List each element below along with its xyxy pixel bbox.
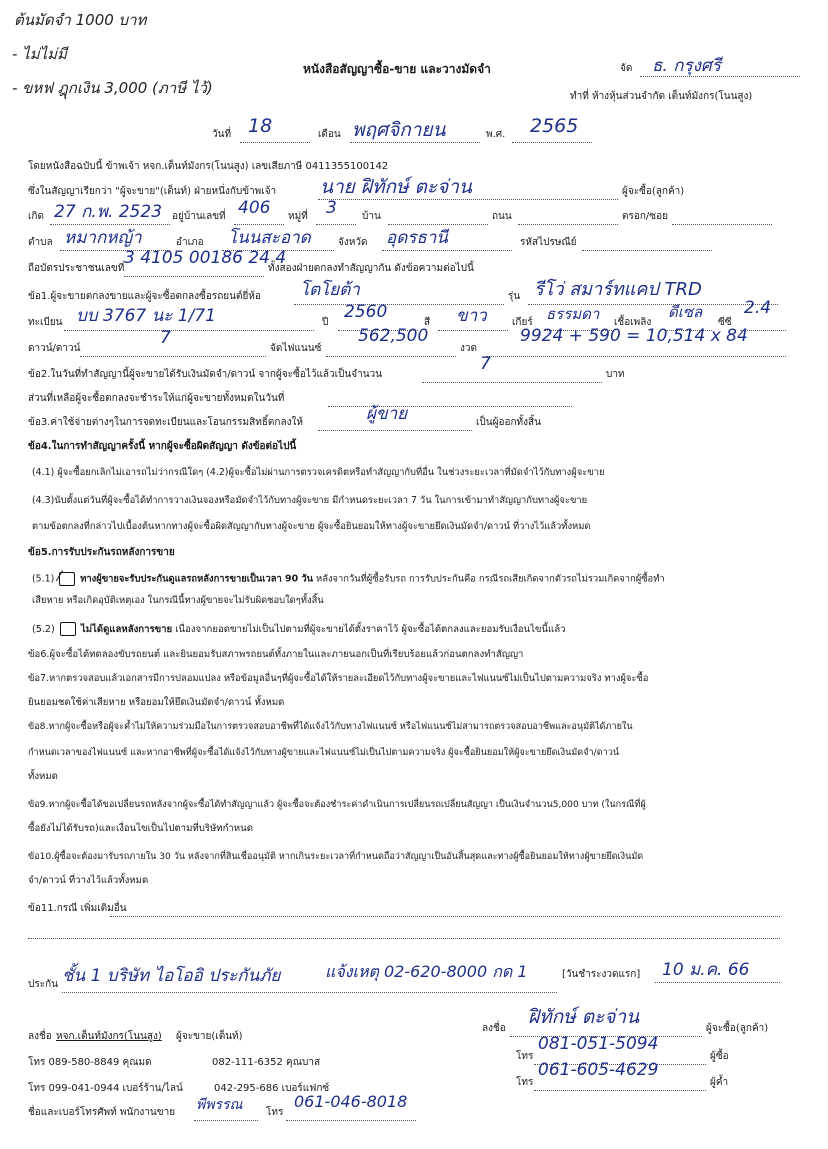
plate-line [64, 330, 314, 331]
insurance-label: ประกัน [28, 979, 58, 990]
clause5-heading: ข้อ5.การรับประกันรถหลังการขาย [28, 547, 175, 558]
clause2-rest: ส่วนที่เหลือผู้จะซื้อตกลงจะชำระให้แก่ผู้จะขายทั้งหมดในวันที่ [28, 393, 285, 404]
contact-row1-left: โทร 089-580-8849 คุณมด [28, 1057, 152, 1068]
year-label: พ.ศ. [486, 129, 506, 140]
place-value: ธ. กรุงศรี [652, 56, 721, 76]
clause2-baht: บาท [606, 369, 625, 380]
clause5-1-checkbox[interactable] [58, 569, 75, 586]
zip-line [582, 250, 712, 251]
road-line [518, 224, 618, 225]
clause5-1-b: เสียหาย หรือเกิดอุบัติเหตุเอง ในกรณีนี้ทางผู้ขายจะไม่รับผิดชอบใดๆทั้งสิ้น [32, 595, 324, 606]
buyer-tel-role: ผู้ซื้อ [710, 1051, 729, 1062]
buyer-name: นาย ฝิทักษ์ ตะจ่าน [320, 176, 472, 198]
finance-line [326, 356, 456, 357]
clause7-b: ยินยอมชดใช้ค่าเสียหาย หรือยอมให้ยึดเงินมัดจำ/ดาวน์ ทั้งหมด [28, 697, 285, 708]
margin-note-2: - ไม่ไม่มี [12, 45, 67, 63]
clause3-text: ข้อ3.ค่าใช้จ่ายต่างๆในการจดทะเบียนและโอนกรรมสิทธิ์ตกลงให้ [28, 417, 303, 428]
village-label: บ้าน [362, 211, 381, 222]
clause3-party: ผู้ขาย [366, 404, 408, 424]
document-title: หนังสือสัญญาซื้อ-ขาย และวางมัดจำ [303, 62, 491, 76]
clause2-text: ข้อ2.ในวันที่ทำสัญญานี้ผู้จะขายได้รับเงินมัดจำ/ดาวน์ จากผู้จะซื้อไว้แล้วเป็นจำนวน [28, 369, 383, 380]
sales-name: พีพรรณ [196, 1097, 243, 1113]
office-line: ทำที่ ห้างหุ้นส่วนจำกัด เต็นท์มังกร(โนนสูง) [570, 91, 753, 102]
insurance-line [62, 992, 557, 993]
checkmark-icon: ⁄ [58, 569, 61, 585]
model-label: รุ่น [508, 291, 521, 302]
clause4-3b: ตามข้อตกลงที่กล่าวไปเบื้องต้นหากทางผู้จะซื้อผิดสัญญากับทางผู้จะขาย ผู้จะซื้อยินยอมให้ทางผู้จะขายยึดเงินมัดจำ/ดาวน์ ที่วางไว้แล้วทั้งหมด [32, 521, 591, 532]
clause11: ข้อ11.กรณี เพิ่มเติมอื่น [28, 903, 127, 914]
buyer-role: ผู้จะซื้อ(ลูกค้า) [706, 1023, 769, 1034]
id-value: 3 4105 00186 24 4 [124, 248, 287, 268]
clause5-1-bold: ทางผู้ขายจะรับประกันดูแลรถหลังการขายเป็นเวลา 90 วัน [80, 573, 314, 585]
installment-line [486, 356, 786, 357]
moo-line [316, 224, 356, 225]
month-value: พฤศจิกายน [352, 119, 446, 141]
fuel-label: เชื้อเพลิง [614, 317, 652, 328]
sales-tel-line [286, 1120, 416, 1121]
id-line [124, 276, 264, 277]
clause5-1-number: (5.1) [32, 573, 55, 585]
buyer-sign-label: ลงชื่อ [482, 1023, 506, 1034]
margin-note-3: - ขหฟ ฎุกเงิน 3,000 (ภาษี ไว้) [12, 79, 213, 97]
clause10-b: จำ/ดาวน์ ที่วางไว้แล้วทั้งหมด [28, 875, 149, 886]
sales-tel: 061-046-8018 [294, 1092, 408, 1111]
car-plate: บบ 3767 นะ 1/71 [76, 306, 216, 326]
margin-note-1: ต้นมัดจำ 1000 บาท [14, 11, 147, 29]
clause2-amount-line [422, 382, 602, 383]
installment-label: งวด [460, 343, 477, 354]
moo-label: หมู่ที่ [288, 211, 308, 222]
day-line [240, 142, 310, 143]
insurance-value: ชั้น 1 บริษัท ไอโออิ ประกันภัย [62, 966, 281, 986]
province-label: จังหวัด [338, 237, 368, 248]
insurance-phone: แจ้งเหตุ 02-620-8000 กด 1 [325, 962, 528, 981]
tambon-value: หมากหญ้า [64, 228, 142, 248]
guarantor-tel-label: โทร [516, 1077, 534, 1088]
gear-label: เกียร์ [512, 317, 533, 328]
renew-label: [วันชำระงวดแรก] [562, 969, 641, 980]
sales-label: ชื่อและเบอร์โทรศัพท์ พนักงานขาย [28, 1107, 176, 1118]
zip-label: รหัสไปรษณีย์ [520, 237, 577, 248]
car-gear: ธรรมดา [546, 305, 600, 323]
clause4-3a: (4.3)นับตั้งแต่วันที่ผู้จะซื้อได้ทำการวางเงินจองหรือมัดจำไว้กับทางผู้จะขาย มีกำหนดระยะเวลา 7 วัน ในการเข้ามาทำสัญญากับทางผู้จะขาย [32, 495, 588, 506]
province-value: อุดรธานี [386, 228, 448, 248]
birth-label: เกิด [28, 211, 44, 222]
car-fuel: ดีเซล [668, 303, 703, 321]
seller-name: หจก.เต็นท์มังกร(โนนสูง) [56, 1031, 162, 1042]
car-cc: 2.4 [744, 298, 772, 318]
seller-sign-label: ลงชื่อ [28, 1031, 52, 1042]
year-value: 2565 [530, 115, 579, 137]
clause8-a: ข้อ8.หากผู้จะซื้อหรือผู้จะค้ำไม่ให้ความร่วมมือในการตรวจสอบอาชีพที่ได้แจ้งไว้กับทางไฟแนนซ์ หรือไฟแนนซ์ไม่สามารถตรวจสอบอาชีพและอนุมัติได้ภายใน [28, 722, 633, 732]
finance-label: จัดไฟแนนซ์ [270, 343, 322, 354]
road-label: ถนน [492, 211, 512, 222]
clause4-heading: ข้อ4.ในการทำสัญญาครั้งนี้ หากผู้จะซื้อผิดสัญญา ดังข้อต่อไปนี้ [28, 441, 297, 452]
soi-label: ตรอก/ซอย [622, 211, 668, 222]
clause6: ข้อ6.ผู้จะซื้อได้ทดลองขับรถยนต์ และยินยอมรับสภาพรถยนต์ทั้งภายในและภายนอกเป็นที่เรียบร้อยแล้วก่อนตกลงทำสัญญา [28, 649, 524, 660]
clause3-line [318, 430, 472, 431]
clause7-a: ข้อ7.หากตรวจสอบแล้วเอกสารมีการปลอมแปลง หรือข้อมูลอื่นๆที่ผู้จะซื้อได้ให้รายละเอียดไว้กับทางผู้จะขายและไฟแนนซ์ไม่เป็นไปตามความจริง ทางผู้จะซื้อ [28, 673, 649, 684]
clause5-2-rest: เนื่องจากยอดขายไม่เป็นไปตามที่ผู้จะขายได้ตั้งราคาไว้ ผู้จะซื้อได้ตกลงและยอมรับเงื่อนไขนี้แล้ว [175, 624, 566, 635]
moo-value: 3 [326, 198, 337, 218]
car-brand: โตโยต้า [300, 280, 360, 300]
year-line [512, 142, 592, 143]
clause5-2-number: (5.2) [32, 624, 55, 635]
contact-row1-right: 082-111-6352 คุณบาส [212, 1057, 321, 1068]
clause2-date-line [328, 406, 572, 407]
car-year-label: ปี [322, 317, 329, 328]
clause3-tail: เป็นผู้ออกทั้งสิ้น [476, 417, 541, 428]
day-label: วันที่ [212, 129, 232, 140]
house-label: อยู่บ้านเลขที่ [172, 211, 226, 222]
guarantor-tel: 061-605-4629 [538, 1060, 659, 1080]
installment-value: 9924 + 590 = 10,514 x 84 [520, 326, 748, 346]
contact-row2-right: 042-295-686 เบอร์แฟกซ์ [214, 1083, 330, 1094]
renew-date: 10 ม.ค. 66 [662, 960, 750, 980]
clause5-2-bold: ไม่ได้ดูแลหลังการขาย [80, 624, 173, 635]
buyer-tel-label: โทร [516, 1051, 534, 1062]
car-color: ขาว [456, 306, 487, 326]
guarantor-tel-line [534, 1090, 706, 1091]
clause8-c: ทั้งหมด [28, 771, 58, 782]
finance-value: 562,500 [358, 326, 429, 346]
clause11-line-2 [28, 938, 780, 939]
clause1-label: ข้อ1.ผู้จะขายตกลงขายและผู้จะซื้อตกลงซื้อรถยนต์ยี่ห้อ [28, 291, 261, 302]
house-value: 406 [238, 198, 271, 218]
clause5-2-checkbox[interactable] [60, 622, 76, 636]
intro-line-2a: ซึ่งในสัญญาเรียกว่า "ผู้จะขาย"(เต็นท์) ฝ่ายหนึ่งกับข้าพเจ้า [28, 186, 277, 197]
down-value: 7 [160, 328, 171, 348]
down-label: ดาวน์/ดาวน์ [28, 343, 81, 354]
contact-row2-left: โทร 099-041-0944 เบอร์ร้าน/ไลน์ [28, 1083, 183, 1094]
clause5-1-rest: หลังจากวันที่ผู้ซื้อรับรถ การรับประกันคือ กรณีรถเสียเกิดจากตัวรถไม่รวมเกิดจากผู้ซื้อทำ [316, 573, 665, 585]
clause11-line-1 [110, 916, 780, 917]
clause5-2-row [32, 622, 566, 637]
car-year: 2560 [344, 302, 388, 322]
clause4-1: (4.1) ผู้จะซื้อยกเลิกไม่เอารถไม่ว่ากรณีใดๆ (4.2)ผู้จะซื้อไม่ผ่านการตรวจเครดิตหรือทำสัญญากับที่อื่น ในช่วงระยะเวลาที่มัดจำไว้กับทางผู้จะขาย [32, 467, 605, 478]
car-model: รีโว่ สมาร์ทแคป TRD [534, 279, 702, 300]
clause8-b: กำหนดเวลาของไฟแนนซ์ และหากอาชีพที่ผู้จะซื้อได้แจ้งไว้กับทางผู้ขายและไฟแนนซ์ไม่เป็นไปตามความจริง ผู้จะซื้อยินยอมให้ผู้จะขายยึดเงินมัดจำ/ดาวน์ [28, 748, 620, 758]
tambon-label: ตำบล [28, 237, 53, 248]
down-line [80, 356, 266, 357]
clause5-1-row [32, 569, 665, 587]
seller-role: ผู้จะขาย(เต็นท์) [176, 1031, 243, 1042]
clause9-b: ซื้อยังไม่ได้รับรถ)และเงื่อนไขเป็นไปตามที่บริษัทกำหนด [28, 823, 253, 834]
sales-name-line [194, 1120, 258, 1121]
sales-tel-label: โทร [266, 1107, 284, 1118]
cc-label: ซีซี [718, 317, 732, 328]
guarantor-tel-role: ผู้ค้ำ [710, 1077, 729, 1088]
color-label: สี [424, 317, 431, 328]
id-tail: ทั้งสองฝ่ายตกลงทำสัญญากัน ดังข้อความต่อไปนี้ [268, 263, 474, 274]
intro-line-2b: ผู้จะซื้อ(ลูกค้า) [622, 186, 685, 197]
day-value: 18 [248, 115, 273, 137]
soi-line [672, 224, 772, 225]
color-line [438, 330, 508, 331]
plate-label: ทะเบียน [28, 317, 63, 328]
birth-value: 27 ก.พ. 2523 [54, 202, 163, 222]
intro-line-1: โดยหนังสือฉบับนี้ ข้าพเจ้า หจก.เต็นท์มังกร(โนนสูง) เลขเสียภาษี 0411355100142 [28, 161, 389, 172]
place-label: จัด [620, 63, 633, 74]
month-label: เดือน [318, 129, 341, 140]
id-label: ถือบัตรประชาชนเลขที่ [28, 263, 125, 274]
clause10-a: ข้อ10.ผู้ซื้อจะต้องมารับรถภายใน 30 วัน หลังจากที่สินเชื่ออนุมัติ หากเกินระยะเวลาที่กำหนดถือว่าสัญญาเป็นอันสิ้นสุดและทางผู้ซื้อยินยอมให้ทางผู้ขายยึดเงินมัด [28, 852, 644, 862]
clause9-a: ข้อ9.หากผู้จะซื้อได้ขอเปลี่ยนรถหลังจากผู้จะซื้อได้ทำสัญญาแล้ว ผู้จะซื้อจะต้องชำระค่าดำเนินการเปลี่ยนรถเปลี่ยนสัญญา เป็นเงินจำนวน5,000 บาท (ในกรณีที่ผู้ [28, 800, 646, 810]
buyer-signature: ฝิทักษ์ ตะจ่าน [528, 1006, 640, 1028]
amphoe-label: อำเภอ [176, 237, 204, 248]
clause2-amount: 7 [480, 354, 491, 374]
amphoe-value: โนนสะอาด [228, 228, 311, 248]
buyer-tel: 081-051-5094 [538, 1034, 659, 1054]
